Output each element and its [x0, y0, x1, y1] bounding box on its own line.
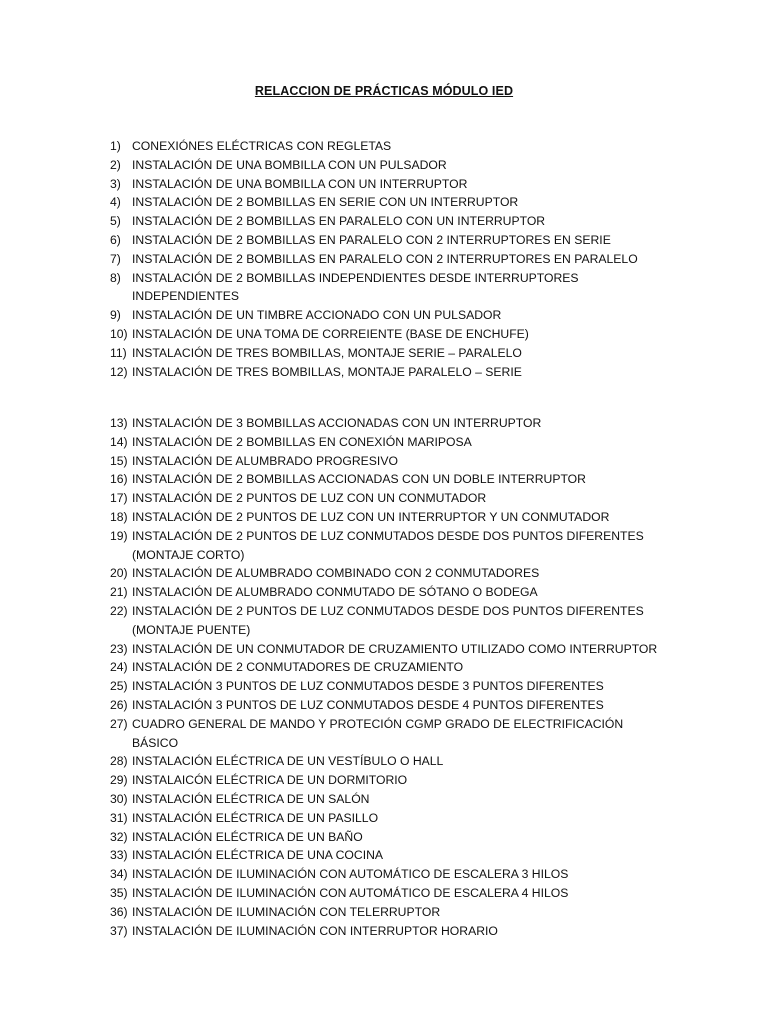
list-item	[110, 433, 670, 452]
list-item	[110, 193, 670, 212]
item-number: 15)	[110, 453, 128, 468]
list-item	[110, 865, 670, 884]
list-item	[110, 231, 670, 250]
item-number: 16)	[110, 472, 128, 487]
item-number: 20)	[110, 566, 128, 581]
item-text: INSTALACIÓN ELÉCTRICA DE UNA COCINA	[132, 848, 384, 863]
item-number: 11)	[110, 345, 127, 360]
item-text: INSTALACIÓN DE ILUMINACIÓN CON INTERRUPTOR HORARIO	[132, 923, 498, 938]
item-text: INSTALACIÓN DE TRES BOMBILLAS, MONTAJE PARALELO – SERIE	[132, 364, 522, 379]
list-item	[110, 325, 670, 344]
item-number: 4)	[110, 195, 121, 210]
list-item	[110, 696, 670, 715]
list-item	[110, 363, 670, 382]
item-number: 26)	[110, 697, 128, 712]
list-item	[110, 137, 670, 156]
item-text: INSTALACIÓN DE 2 PUNTOS DE LUZ CONMUTADOS DESDE DOS PUNTOS DIFERENTES (MONTAJE CORTO)	[132, 528, 644, 562]
item-text: INSTALACIÓN DE UN CONMUTADOR DE CRUZAMIENTO UTILIZADO COMO INTERRUPTOR	[132, 641, 658, 656]
item-number: 27)	[110, 716, 128, 731]
list-item	[110, 414, 670, 433]
item-number: 7)	[110, 251, 121, 266]
item-text: INSTALACIÓN ELÉCTRICA DE UN SALÓN	[132, 791, 370, 806]
list-item	[110, 470, 670, 489]
list-item	[110, 658, 670, 677]
item-number: 8)	[110, 270, 121, 285]
list-item	[110, 602, 670, 640]
item-number: 22)	[110, 603, 128, 618]
item-number: 12)	[110, 364, 128, 379]
item-number: 17)	[110, 491, 128, 506]
item-number: 28)	[110, 754, 128, 769]
item-text: INSTALACIÓN DE ILUMINACIÓN CON TELERRUPTOR	[132, 904, 441, 919]
item-text: INSTALACIÓN DE ALUMBRADO CONMUTADO DE SÓTANO O BODEGA	[132, 585, 538, 600]
item-text: CUADRO GENERAL DE MANDO Y PROTECIÓN CGMP GRADO DE ELECTRIFICACIÓN BÁSICO	[132, 716, 624, 750]
list-item	[110, 250, 670, 269]
item-number: 9)	[110, 308, 121, 323]
item-number: 37)	[110, 923, 128, 938]
item-text: INSTALACIÓN DE ALUMBRADO PROGRESIVO	[132, 453, 398, 468]
list-item	[110, 884, 670, 903]
item-number: 3)	[110, 176, 121, 191]
item-text: INSTALACIÓN ELÉCTRICA DE UN PASILLO	[132, 810, 379, 825]
item-text: INSTALACIÓN DE 2 PUNTOS DE LUZ CON UN INTERRUPTOR Y UN CONMUTADOR	[132, 509, 610, 524]
item-text: INSTALACIÓN DE 3 BOMBILLAS ACCIONADAS CON UN INTERRUPTOR	[132, 416, 542, 430]
item-number: 13)	[110, 416, 128, 430]
item-text: INSTALACIÓN DE 2 BOMBILLAS EN PARALELO CON UN INTERRUPTOR	[132, 214, 546, 229]
item-number: 36)	[110, 904, 128, 919]
list-item	[110, 564, 670, 583]
list-item	[110, 828, 670, 847]
page-title: RELACCION DE PRÁCTICAS MÓDULO IED	[254, 84, 514, 98]
item-text: INSTALACIÓN DE 2 BOMBILLAS ACCIONADAS CON UN DOBLE INTERRUPTOR	[132, 472, 586, 487]
list-item	[110, 922, 670, 941]
item-text: INSTALACIÓN DE 2 BOMBILLAS EN PARALELO CON 2 INTERRUPTORES EN SERIE	[132, 232, 611, 247]
list-item	[110, 306, 670, 325]
item-number: 14)	[110, 434, 128, 449]
list-item	[110, 452, 670, 471]
list-item	[110, 527, 670, 565]
item-text: INSTALACIÓN DE 2 CONMUTADORES DE CRUZAMIENTO	[132, 660, 464, 675]
item-number: 21)	[110, 585, 128, 600]
item-text: INSTALACIÓN DE 2 BOMBILLAS EN SERIE CON UN INTERRUPTOR	[132, 195, 519, 210]
item-text: INSTALACIÓN DE 2 PUNTOS DE LUZ CONMUTADOS DESDE DOS PUNTOS DIFERENTES (MONTAJE PUENTE)	[132, 603, 644, 637]
item-number: 23)	[110, 641, 128, 656]
item-text: INSTALACIÓN DE UNA BOMBILLA CON UN PULSADOR	[132, 157, 447, 172]
list-item	[110, 508, 670, 527]
list-item	[110, 212, 670, 231]
practice-list-part-1	[110, 137, 670, 381]
list-item	[110, 175, 670, 194]
item-number: 19)	[110, 528, 128, 543]
item-text: INSTALACIÓN DE 2 PUNTOS DE LUZ CON UN CONMUTADOR	[132, 491, 487, 506]
list-item	[110, 903, 670, 922]
item-text: INSTALACIÓN DE TRES BOMBILLAS, MONTAJE SERIE – PARALELO	[132, 345, 522, 360]
item-number: 2)	[110, 157, 121, 172]
item-number: 25)	[110, 679, 128, 694]
item-text: INSTALACIÓN DE UNA TOMA DE CORREIENTE (BASE DE ENCHUFE)	[132, 326, 529, 341]
item-text: INSTALACIÓN DE ILUMINACIÓN CON AUTOMÁTICO DE ESCALERA 4 HILOS	[132, 885, 569, 900]
list-item	[110, 344, 670, 363]
item-number: 24)	[110, 660, 128, 675]
item-text: INSTALACIÓN DE 2 BOMBILLAS EN PARALELO CON 2 INTERRUPTORES EN PARALELO	[132, 251, 638, 266]
item-number: 35)	[110, 885, 128, 900]
item-number: 29)	[110, 773, 128, 788]
item-number: 18)	[110, 509, 128, 524]
item-text: INSTALACIÓN DE UN TIMBRE ACCIONADO CON UN PULSADOR	[132, 308, 502, 323]
list-item	[110, 156, 670, 175]
list-item	[110, 489, 670, 508]
list-item	[110, 752, 670, 771]
list-item	[110, 677, 670, 696]
item-number: 30)	[110, 791, 128, 806]
item-number: 32)	[110, 829, 128, 844]
item-number: 1)	[110, 139, 121, 153]
list-item	[110, 790, 670, 809]
item-number: 6)	[110, 232, 121, 247]
item-number: 10)	[110, 326, 128, 341]
list-item	[110, 846, 670, 865]
item-text: INSTALACIÓN DE 2 BOMBILLAS EN CONEXIÓN MARIPOSA	[132, 434, 472, 449]
list-item	[110, 809, 670, 828]
item-text: INSTALACIÓN 3 PUNTOS DE LUZ CONMUTADOS DESDE 3 PUNTOS DIFERENTES	[132, 679, 604, 694]
item-text: INSTALACIÓN DE 2 BOMBILLAS INDEPENDIENTES DESDE INTERRUPTORES INDEPENDIENTES	[132, 270, 579, 304]
item-number: 31)	[110, 810, 128, 825]
list-item	[110, 269, 670, 307]
item-text: INSTALACIÓN 3 PUNTOS DE LUZ CONMUTADOS DESDE 4 PUNTOS DIFERENTES	[132, 697, 604, 712]
item-text: INSTALACIÓN DE ILUMINACIÓN CON AUTOMÁTICO DE ESCALERA 3 HILOS	[132, 867, 569, 882]
item-text: INSTALACIÓN DE ALUMBRADO COMBINADO CON 2 CONMUTADORES	[132, 566, 540, 581]
item-text: INSTALACIÓN DE UNA BOMBILLA CON UN INTERRUPTOR	[132, 176, 468, 191]
item-number: 5)	[110, 214, 121, 229]
item-text: INSTALACIÓN ELÉCTRICA DE UN BAÑO	[132, 829, 363, 844]
list-item	[110, 715, 670, 753]
list-item	[110, 583, 670, 602]
list-item	[110, 640, 670, 659]
item-text: INSTALAICÓN ELÉCTRICA DE UN DORMITORIO	[132, 773, 408, 788]
item-number: 34)	[110, 867, 128, 882]
item-text: CONEXIÓNES ELÉCTRICAS CON REGLETAS	[132, 139, 392, 153]
item-number: 33)	[110, 848, 128, 863]
item-text: INSTALACIÓN ELÉCTRICA DE UN VESTÍBULO O HALL	[132, 754, 444, 769]
practice-list-part-2	[110, 414, 670, 940]
list-item	[110, 771, 670, 790]
